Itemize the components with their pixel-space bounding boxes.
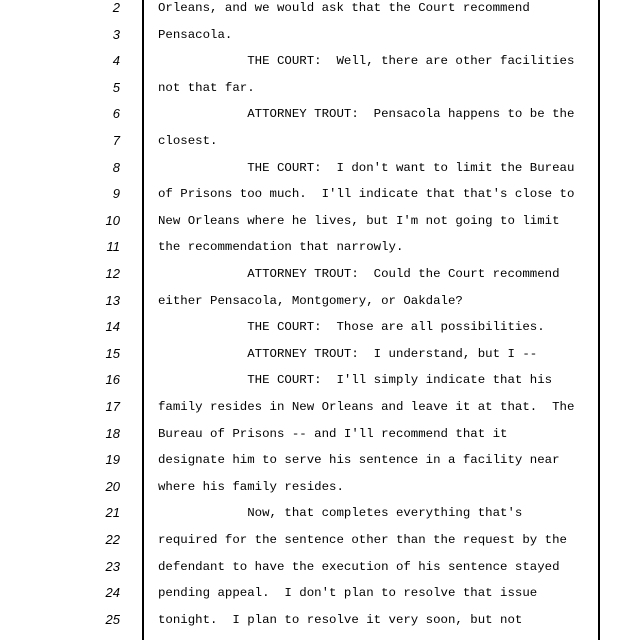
line-text: not that far. xyxy=(158,80,255,95)
transcript-line xyxy=(0,27,640,53)
transcript-line xyxy=(0,585,640,611)
transcript-line xyxy=(0,612,640,638)
line-text: ATTORNEY TROUT: Pensacola happens to be the xyxy=(158,107,575,122)
line-number: 20 xyxy=(105,478,120,494)
line-text: either Pensacola, Montgomery, or Oakdale? xyxy=(158,293,463,308)
transcript-line xyxy=(0,452,640,478)
line-text: family resides in New Orleans and leave it at that. The xyxy=(158,400,575,414)
transcript-line xyxy=(0,213,640,239)
line-number: 25 xyxy=(105,611,120,627)
line-text: where his family resides. xyxy=(158,479,344,494)
transcript-line xyxy=(0,239,640,265)
line-number: 8 xyxy=(112,159,120,175)
transcript-line xyxy=(0,0,640,26)
transcript-line xyxy=(0,53,640,79)
transcript-line xyxy=(0,372,640,398)
line-number: 11 xyxy=(106,239,120,255)
line-number: 17 xyxy=(105,399,120,414)
transcript-line xyxy=(0,426,640,452)
transcript-line xyxy=(0,399,640,425)
transcript-line xyxy=(0,479,640,505)
line-text: THE COURT: I'll simply indicate that his xyxy=(158,373,553,388)
line-number: 24 xyxy=(105,585,120,601)
line-text: THE COURT: I don't want to limit the Bureau xyxy=(158,160,575,175)
line-number: 7 xyxy=(112,133,120,148)
line-number: 23 xyxy=(105,558,120,574)
transcript-line xyxy=(0,293,640,319)
line-text: designate him to serve his sentence in a facility near xyxy=(158,453,560,468)
line-text: Bureau of Prisons -- and I'll recommend that it xyxy=(158,426,508,441)
line-text: required for the sentence other than the request by the xyxy=(158,533,567,547)
line-number: 3 xyxy=(112,26,120,42)
line-text: the recommendation that narrowly. xyxy=(158,240,404,255)
line-number: 12 xyxy=(105,266,120,281)
line-text: Orleans, and we would ask that the Court recommend xyxy=(158,1,530,15)
line-text: defendant to have the execution of his sentence stayed xyxy=(158,559,560,574)
line-number: 10 xyxy=(105,212,120,228)
transcript-line xyxy=(0,106,640,132)
line-text: closest. xyxy=(158,134,218,148)
transcript-line xyxy=(0,186,640,212)
line-number: 14 xyxy=(105,319,120,335)
line-number: 9 xyxy=(112,186,120,202)
line-number: 5 xyxy=(112,79,120,95)
line-text: Pensacola. xyxy=(158,27,233,42)
line-text: of Prisons too much. I'll indicate that that's close to xyxy=(158,187,575,202)
transcript-line xyxy=(0,80,640,106)
line-number: 16 xyxy=(105,372,120,388)
line-text: tonight. I plan to resolve it very soon, but not xyxy=(158,612,523,627)
transcript-line xyxy=(0,532,640,558)
line-number: 13 xyxy=(105,292,120,308)
line-number: 4 xyxy=(112,53,120,69)
line-text: ATTORNEY TROUT: I understand, but I -- xyxy=(158,346,538,361)
line-text: New Orleans where he lives, but I'm not going to limit xyxy=(158,213,560,228)
transcript-line xyxy=(0,133,640,159)
line-text: ATTORNEY TROUT: Could the Court recommend xyxy=(158,267,560,281)
line-number: 18 xyxy=(105,425,120,441)
line-text: THE COURT: Those are all possibilities. xyxy=(158,320,545,335)
line-text: pending appeal. I don't plan to resolve that issue xyxy=(158,586,538,601)
line-number: 21 xyxy=(105,505,120,521)
line-text: Now, that completes everything that's xyxy=(158,506,523,521)
line-number: 15 xyxy=(105,345,120,361)
line-number: 19 xyxy=(105,452,120,468)
line-text: THE COURT: Well, there are other facilities xyxy=(158,54,575,69)
line-number: 2 xyxy=(112,0,120,15)
line-number: 22 xyxy=(105,532,120,547)
line-number: 6 xyxy=(112,106,120,122)
transcript-line xyxy=(0,505,640,531)
transcript-line xyxy=(0,559,640,585)
transcript-line xyxy=(0,266,640,292)
transcript-line xyxy=(0,160,640,186)
transcript-line xyxy=(0,319,640,345)
transcript-line xyxy=(0,346,640,372)
